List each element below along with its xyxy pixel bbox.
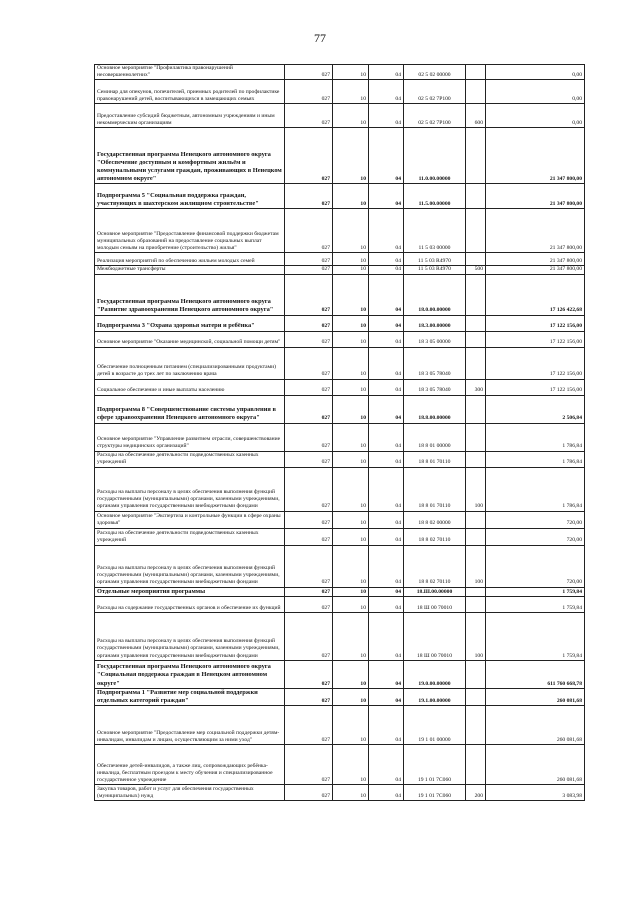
row-expense-type bbox=[466, 315, 486, 331]
row-target-article: 18.Ш.00.00000 bbox=[404, 587, 466, 596]
row-name: Отдельные мероприятия программы bbox=[95, 587, 285, 596]
row-name: Реализация мероприятий по обеспечению жильем молодых семей bbox=[95, 253, 285, 266]
row-expense-type bbox=[466, 274, 486, 315]
row-expense-type bbox=[466, 596, 486, 612]
row-expense-type bbox=[466, 209, 486, 253]
row-name: Основное мероприятие "Профилактика правонарушений несовершеннолетних" bbox=[95, 65, 285, 80]
row-grbs-code: 027 bbox=[285, 528, 333, 545]
row-target-article: 18.0.00.00000 bbox=[404, 274, 466, 315]
row-subsection-code: 04 bbox=[369, 253, 404, 266]
row-grbs-code: 027 bbox=[285, 128, 333, 184]
row-amount: 21 347 800,00 bbox=[486, 266, 585, 274]
row-section-code: 10 bbox=[333, 587, 369, 596]
row-expense-type bbox=[466, 745, 486, 785]
row-target-article: 18 8 01 70110 bbox=[404, 467, 466, 511]
row-expense-type bbox=[466, 688, 486, 705]
row-amount: 17 122 156,00 bbox=[486, 379, 585, 395]
row-name: Расходы на выплаты персоналу в целях обеспечения выполнения функций государственными (муниципальными) органами, казенными учреждениями, органами управления государственными внебюджетными фондами bbox=[95, 545, 285, 587]
table-row bbox=[95, 253, 585, 266]
row-grbs-code: 027 bbox=[285, 379, 333, 395]
table-row bbox=[95, 706, 585, 745]
row-section-code: 10 bbox=[333, 274, 369, 315]
row-amount: 0,00 bbox=[486, 65, 585, 80]
row-name: Государственная программа Ненецкого автономного округа "Социальная поддержка граждан в Ненецком автономном округе" bbox=[95, 660, 285, 688]
table-row bbox=[95, 184, 585, 209]
row-expense-type: 100 bbox=[466, 612, 486, 660]
row-amount: 1 786,84 bbox=[486, 467, 585, 511]
row-grbs-code: 027 bbox=[285, 65, 333, 80]
row-amount: 260 081,68 bbox=[486, 688, 585, 705]
row-target-article: 11 5 03 R4970 bbox=[404, 253, 466, 266]
row-expense-type bbox=[466, 587, 486, 596]
budget-table bbox=[94, 64, 585, 801]
table-row bbox=[95, 612, 585, 660]
table-row bbox=[95, 104, 585, 128]
row-section-code: 10 bbox=[333, 379, 369, 395]
row-grbs-code: 027 bbox=[285, 80, 333, 104]
row-subsection-code: 04 bbox=[369, 706, 404, 745]
row-subsection-code: 04 bbox=[369, 395, 404, 423]
row-grbs-code: 027 bbox=[285, 511, 333, 528]
row-grbs-code: 027 bbox=[285, 184, 333, 209]
table-row bbox=[95, 80, 585, 104]
row-grbs-code: 027 bbox=[285, 660, 333, 688]
row-section-code: 10 bbox=[333, 347, 369, 379]
row-target-article: 19.0.00.00000 bbox=[404, 660, 466, 688]
table-row bbox=[95, 266, 585, 274]
row-expense-type: 600 bbox=[466, 104, 486, 128]
row-name: Социальное обеспечение и иные выплаты населению bbox=[95, 379, 285, 395]
table-row bbox=[95, 128, 585, 184]
row-amount: 260 081,68 bbox=[486, 706, 585, 745]
row-amount: 3 083,98 bbox=[486, 785, 585, 801]
row-name: Расходы на обеспечение деятельности подведомственных казенных учреждений bbox=[95, 528, 285, 545]
row-name: Семинар для опекунов, попечителей, приемных родителей по профилактике правонарушений детей, воспитывающихся в замещающих семьях bbox=[95, 80, 285, 104]
row-target-article: 18 8 01 70110 bbox=[404, 451, 466, 467]
row-target-article: 11.5.00.00000 bbox=[404, 184, 466, 209]
row-target-article: 18 Ш 00 70010 bbox=[404, 612, 466, 660]
row-subsection-code: 04 bbox=[369, 274, 404, 315]
row-grbs-code: 027 bbox=[285, 253, 333, 266]
row-section-code: 10 bbox=[333, 528, 369, 545]
row-amount: 260 081,68 bbox=[486, 745, 585, 785]
row-amount: 611 760 668,78 bbox=[486, 660, 585, 688]
row-name: Расходы на выплаты персоналу в целях обеспечения выполнения функций государственными (муниципальными) органами, казенными учреждениями, органами управления государственными внебюджетными фондами bbox=[95, 612, 285, 660]
row-amount: 1 759,84 bbox=[486, 612, 585, 660]
row-grbs-code: 027 bbox=[285, 274, 333, 315]
row-name: Основное мероприятие "Предоставление финансовой поддержки бюджетам муниципальных образований на предоставление социальных выплат молодым семьям на приобретение (строительство) жилья" bbox=[95, 209, 285, 253]
row-subsection-code: 04 bbox=[369, 596, 404, 612]
table-row bbox=[95, 315, 585, 331]
row-subsection-code: 04 bbox=[369, 128, 404, 184]
row-section-code: 10 bbox=[333, 209, 369, 253]
row-subsection-code: 04 bbox=[369, 545, 404, 587]
row-name: Основное мероприятие "Предоставление мер социальной поддержки детям-инвалидам, инвалидам и лицам, осуществляющим за ними уход" bbox=[95, 706, 285, 745]
table-row bbox=[95, 347, 585, 379]
row-amount: 21 347 800,00 bbox=[486, 184, 585, 209]
row-target-article: 19.1.00.00000 bbox=[404, 688, 466, 705]
row-amount: 21 347 800,00 bbox=[486, 253, 585, 266]
row-amount: 21 347 800,00 bbox=[486, 128, 585, 184]
row-grbs-code: 027 bbox=[285, 266, 333, 274]
row-grbs-code: 027 bbox=[285, 395, 333, 423]
row-target-article: 11 5 03 R4970 bbox=[404, 266, 466, 274]
row-expense-type: 100 bbox=[466, 467, 486, 511]
row-expense-type bbox=[466, 347, 486, 379]
row-name: Расходы на содержание государственных органов и обеспечение их функций bbox=[95, 596, 285, 612]
row-section-code: 10 bbox=[333, 706, 369, 745]
row-section-code: 10 bbox=[333, 745, 369, 785]
row-section-code: 10 bbox=[333, 65, 369, 80]
row-section-code: 10 bbox=[333, 596, 369, 612]
row-expense-type bbox=[466, 184, 486, 209]
row-section-code: 10 bbox=[333, 467, 369, 511]
row-grbs-code: 027 bbox=[285, 745, 333, 785]
row-subsection-code: 04 bbox=[369, 347, 404, 379]
table-row bbox=[95, 745, 585, 785]
row-grbs-code: 027 bbox=[285, 451, 333, 467]
row-expense-type bbox=[466, 511, 486, 528]
row-subsection-code: 04 bbox=[369, 184, 404, 209]
row-grbs-code: 027 bbox=[285, 706, 333, 745]
table-row bbox=[95, 596, 585, 612]
row-name: Расходы на выплаты персоналу в целях обеспечения выполнения функций государственными (муниципальными) органами, казенными учреждениями, органами управления государственными внебюджетными фондами bbox=[95, 467, 285, 511]
row-name: Подпрограмма 8 "Совершенствование системы управления в сфере здравоохранения Ненецкого автономного округа" bbox=[95, 395, 285, 423]
row-amount: 17 122 156,00 bbox=[486, 347, 585, 379]
page-number: 77 bbox=[314, 31, 326, 45]
row-subsection-code: 04 bbox=[369, 315, 404, 331]
row-subsection-code: 04 bbox=[369, 451, 404, 467]
row-subsection-code: 04 bbox=[369, 612, 404, 660]
row-expense-type: 100 bbox=[466, 545, 486, 587]
row-section-code: 10 bbox=[333, 451, 369, 467]
row-section-code: 10 bbox=[333, 315, 369, 331]
row-subsection-code: 04 bbox=[369, 511, 404, 528]
row-subsection-code: 04 bbox=[369, 785, 404, 801]
row-target-article: 02 5 02 7Р100 bbox=[404, 104, 466, 128]
row-grbs-code: 027 bbox=[285, 688, 333, 705]
row-target-article: 18 8 02 70110 bbox=[404, 545, 466, 587]
row-target-article: 18 3 05 00000 bbox=[404, 331, 466, 347]
row-section-code: 10 bbox=[333, 612, 369, 660]
row-section-code: 10 bbox=[333, 331, 369, 347]
table-row bbox=[95, 65, 585, 80]
row-grbs-code: 027 bbox=[285, 347, 333, 379]
row-subsection-code: 04 bbox=[369, 331, 404, 347]
row-name: Государственная программа Ненецкого автономного округа "Развитие здравоохранения Ненецкого автономного округа" bbox=[95, 274, 285, 315]
row-subsection-code: 04 bbox=[369, 104, 404, 128]
row-amount: 0,00 bbox=[486, 80, 585, 104]
row-name: Основное мероприятие "Экспертиза и контрольные функции в сфере охраны здоровья" bbox=[95, 511, 285, 528]
row-expense-type: 300 bbox=[466, 379, 486, 395]
row-section-code: 10 bbox=[333, 128, 369, 184]
row-target-article: 18.8.00.00000 bbox=[404, 395, 466, 423]
row-target-article: 19 1 01 00000 bbox=[404, 706, 466, 745]
row-grbs-code: 027 bbox=[285, 331, 333, 347]
row-amount: 1 786,84 bbox=[486, 451, 585, 467]
row-subsection-code: 04 bbox=[369, 65, 404, 80]
row-target-article: 18 Ш 00 70010 bbox=[404, 596, 466, 612]
table-row bbox=[95, 528, 585, 545]
row-grbs-code: 027 bbox=[285, 545, 333, 587]
row-name: Государственная программа Ненецкого автономного округа "Обеспечение доступным и комфортным жильём и коммунальными услугами граждан, проживающих в Ненецком автономном округе" bbox=[95, 128, 285, 184]
table-row bbox=[95, 423, 585, 451]
row-subsection-code: 04 bbox=[369, 423, 404, 451]
row-name: Основное мероприятие "Управление развитием отрасли, совершенствование структуры медицинских организаций" bbox=[95, 423, 285, 451]
row-expense-type bbox=[466, 528, 486, 545]
row-target-article: 18.3.00.00000 bbox=[404, 315, 466, 331]
row-amount: 2 506,84 bbox=[486, 395, 585, 423]
row-name: Подпрограмма 1 "Развитие мер социальной поддержки отдельных категорий граждан" bbox=[95, 688, 285, 705]
row-expense-type: 500 bbox=[466, 266, 486, 274]
row-expense-type bbox=[466, 65, 486, 80]
row-subsection-code: 04 bbox=[369, 745, 404, 785]
row-target-article: 18 8 02 00000 bbox=[404, 511, 466, 528]
row-amount: 720,00 bbox=[486, 545, 585, 587]
row-name: Межбюджетные трансферты bbox=[95, 266, 285, 274]
table-row bbox=[95, 274, 585, 315]
table-row bbox=[95, 331, 585, 347]
row-amount: 720,00 bbox=[486, 511, 585, 528]
row-subsection-code: 04 bbox=[369, 379, 404, 395]
row-name: Предоставление субсидий бюджетным, автономным учреждениям и иным некоммерческим организациям bbox=[95, 104, 285, 128]
row-target-article: 02 5 02 7Р100 bbox=[404, 80, 466, 104]
row-subsection-code: 04 bbox=[369, 688, 404, 705]
row-target-article: 18 8 01 00000 bbox=[404, 423, 466, 451]
row-section-code: 10 bbox=[333, 660, 369, 688]
row-subsection-code: 04 bbox=[369, 528, 404, 545]
row-subsection-code: 04 bbox=[369, 266, 404, 274]
row-section-code: 10 bbox=[333, 104, 369, 128]
row-expense-type bbox=[466, 706, 486, 745]
row-name: Расходы на обеспечение деятельности подведомственных казенных учреждений bbox=[95, 451, 285, 467]
table-row bbox=[95, 545, 585, 587]
row-amount: 1 759,84 bbox=[486, 596, 585, 612]
row-expense-type bbox=[466, 451, 486, 467]
row-amount: 1 786,84 bbox=[486, 423, 585, 451]
table-row bbox=[95, 785, 585, 801]
row-expense-type bbox=[466, 253, 486, 266]
row-section-code: 10 bbox=[333, 423, 369, 451]
row-target-article: 18 3 05 78040 bbox=[404, 347, 466, 379]
row-section-code: 10 bbox=[333, 184, 369, 209]
row-expense-type bbox=[466, 423, 486, 451]
row-section-code: 10 bbox=[333, 545, 369, 587]
row-grbs-code: 027 bbox=[285, 467, 333, 511]
row-expense-type bbox=[466, 80, 486, 104]
row-grbs-code: 027 bbox=[285, 104, 333, 128]
row-subsection-code: 04 bbox=[369, 467, 404, 511]
table-row bbox=[95, 511, 585, 528]
table-row bbox=[95, 467, 585, 511]
row-amount: 17 126 422,68 bbox=[486, 274, 585, 315]
row-amount: 1 759,84 bbox=[486, 587, 585, 596]
row-target-article: 19 1 01 7С060 bbox=[404, 745, 466, 785]
table-row bbox=[95, 379, 585, 395]
row-expense-type bbox=[466, 660, 486, 688]
row-amount: 17 122 156,00 bbox=[486, 315, 585, 331]
row-subsection-code: 04 bbox=[369, 80, 404, 104]
row-section-code: 10 bbox=[333, 253, 369, 266]
table-row bbox=[95, 209, 585, 253]
row-target-article: 19 1 01 7С060 bbox=[404, 785, 466, 801]
row-name: Подпрограмма 3 "Охрана здоровья матери и ребёнка" bbox=[95, 315, 285, 331]
row-amount: 21 347 800,00 bbox=[486, 209, 585, 253]
row-grbs-code: 027 bbox=[285, 423, 333, 451]
row-target-article: 11.0.00.00000 bbox=[404, 128, 466, 184]
row-amount: 720,00 bbox=[486, 528, 585, 545]
row-section-code: 10 bbox=[333, 80, 369, 104]
row-section-code: 10 bbox=[333, 688, 369, 705]
row-name: Основное мероприятие "Оказание медицинской, социальной помощи детям" bbox=[95, 331, 285, 347]
row-section-code: 10 bbox=[333, 266, 369, 274]
row-target-article: 02 5 02 00000 bbox=[404, 65, 466, 80]
row-grbs-code: 027 bbox=[285, 209, 333, 253]
row-name: Обеспечение детей-инвалидов, а также лиц, сопровождающих ребёнка-инвалида, бесплатным проездом к месту обучения и специализированное государственное учреждение bbox=[95, 745, 285, 785]
table-row bbox=[95, 660, 585, 688]
row-grbs-code: 027 bbox=[285, 596, 333, 612]
row-name: Подпрограмма 5 "Социальная поддержка граждан, участвующих в шахтерском жилищном строительстве" bbox=[95, 184, 285, 209]
row-section-code: 10 bbox=[333, 785, 369, 801]
row-amount: 0,00 bbox=[486, 104, 585, 128]
row-grbs-code: 027 bbox=[285, 587, 333, 596]
row-expense-type: 200 bbox=[466, 785, 486, 801]
row-grbs-code: 027 bbox=[285, 315, 333, 331]
row-expense-type bbox=[466, 395, 486, 423]
row-name: Закупка товаров, работ и услуг для обеспечения государственных (муниципальных) нужд bbox=[95, 785, 285, 801]
row-name: Обеспечение полноценным питанием (специализированными продуктами) детей в возрасте до трех лет по заключению врача bbox=[95, 347, 285, 379]
row-expense-type bbox=[466, 128, 486, 184]
row-amount: 17 122 156,00 bbox=[486, 331, 585, 347]
row-section-code: 10 bbox=[333, 395, 369, 423]
row-expense-type bbox=[466, 331, 486, 347]
row-target-article: 11 5 03 00000 bbox=[404, 209, 466, 253]
table-row bbox=[95, 451, 585, 467]
row-target-article: 18 8 02 70110 bbox=[404, 528, 466, 545]
row-subsection-code: 04 bbox=[369, 660, 404, 688]
row-grbs-code: 027 bbox=[285, 785, 333, 801]
table-row bbox=[95, 587, 585, 596]
table-row bbox=[95, 395, 585, 423]
row-grbs-code: 027 bbox=[285, 612, 333, 660]
table-row bbox=[95, 688, 585, 705]
row-subsection-code: 04 bbox=[369, 587, 404, 596]
row-target-article: 18 3 05 78040 bbox=[404, 379, 466, 395]
row-subsection-code: 04 bbox=[369, 209, 404, 253]
row-section-code: 10 bbox=[333, 511, 369, 528]
